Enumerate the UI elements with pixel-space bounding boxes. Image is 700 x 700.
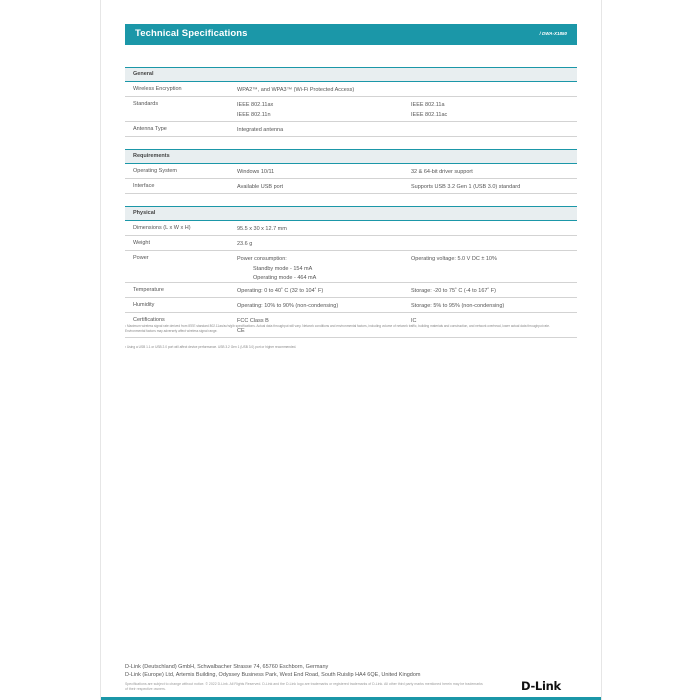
footer-legal: Specifications are subject to change without notice. © 2022 D-Link. All Rights Reserved. D-Link and the D-Link logo are trademarks or registered trademarks of D-Link. All other third party marks mentioned herein may be trademarks of their respective owners. (125, 682, 483, 691)
spec-value-secondary (411, 302, 504, 312)
spec-value-line: WPA2™, and WPA3™ (Wi-Fi Protected Access) (237, 87, 355, 93)
spec-value (237, 225, 287, 235)
spec-value-secondary (411, 255, 497, 265)
spec-value-line: Storage: 5% to 95% (non-condensing) (411, 303, 505, 309)
spec-value-line: 32 & 64-bit driver support (411, 169, 473, 175)
spec-value (237, 302, 338, 312)
spec-label: Interface (133, 183, 155, 189)
spec-value-secondary (411, 183, 520, 193)
spec-row (125, 122, 577, 137)
spec-value-line: Available USB port (237, 184, 284, 190)
spec-label: Standards (133, 101, 159, 107)
footnote-1: ¹ Maximum wireless signal rate derived from IEEE standard 802.11ax/ac/n/g/b specifications. Actual data throughput will vary. Network conditions and environmental factors, including volume of network traffic, building materials and construction, and network overhead, lower actual data throughput rate. Environmental factors may adversely affect wireless signal range. (125, 324, 550, 333)
spec-label: Wireless Encryption (133, 86, 182, 92)
spec-value-line: Supports USB 3.2 Gen 1 (USB 3.0) standard (411, 184, 521, 190)
spec-value-line: Operating voltage: 5.0 V DC ± 10% (411, 256, 497, 262)
spec-row (125, 251, 577, 283)
spec-value-line: Operating: 0 to 40˚ C (32 to 104˚ F) (237, 288, 324, 294)
spec-value-secondary (411, 168, 473, 178)
spec-label: Dimensions (L x W x H) (133, 225, 191, 231)
spec-value-line: IEEE 802.11ax (237, 102, 274, 108)
spec-row (125, 97, 577, 122)
spec-value (237, 183, 283, 193)
spec-value-line: IC (411, 318, 417, 324)
footer-address-de: D-Link (Deutschland) GmbH, Schwalbacher Strasse 74, 65760 Eschborn, Germany (125, 664, 329, 670)
spec-value (237, 126, 283, 136)
spec-value-line: CE (237, 327, 245, 334)
spec-row (125, 82, 577, 97)
footer-address-uk: D-Link (Europe) Ltd, Artemis Building, Odyssey Business Park, West End Road, South Ruislip HA4 6QE, United Kingdom (125, 672, 421, 678)
dlink-logo: D-Link (521, 679, 561, 693)
spec-row (125, 283, 577, 298)
spec-label: Certifications (133, 317, 165, 323)
spec-value-line: Windows 10/11 (237, 169, 275, 175)
spec-value-secondary (411, 101, 447, 120)
spec-row (125, 164, 577, 179)
spec-value (237, 255, 316, 284)
section-heading: Requirements (125, 149, 577, 164)
spec-value-line: IEEE 802.11a (411, 102, 445, 108)
spec-row (125, 221, 577, 236)
spec-label: Power (133, 255, 149, 261)
model-number: / DWA-X1850 (539, 31, 567, 36)
spec-value (237, 168, 274, 178)
spec-row (125, 298, 577, 313)
footnote-2: ² Using a USB 1.1 or USB 2.0 port will affect device performance. USB 3.2 Gen 1 (USB 3.0) port or higher recommended. (125, 345, 297, 349)
spec-table (125, 67, 577, 338)
spec-row (125, 179, 577, 194)
spec-value (237, 240, 252, 250)
section-spacer (125, 194, 577, 206)
page-title: Technical Specifications (135, 28, 248, 39)
spec-label: Antenna Type (133, 126, 167, 132)
spec-value-line: IEEE 802.11ac (411, 111, 448, 118)
spec-value-line: Operating mode - 464 mA (253, 275, 317, 281)
spec-label: Operating System (133, 168, 178, 174)
spec-value-line: Power consumption: (237, 256, 287, 262)
spec-value (237, 86, 354, 96)
spec-sheet-page (100, 0, 602, 700)
spec-value (237, 101, 273, 120)
section-heading: General (125, 67, 577, 82)
section-spacer (125, 137, 577, 149)
spec-value-line: IEEE 802.11n (237, 111, 271, 118)
spec-value-secondary (411, 287, 496, 297)
section-heading: Physical (125, 206, 577, 221)
spec-label: Weight (133, 240, 151, 246)
spec-label: Humidity (133, 302, 155, 308)
spec-value-line: Operating: 10% to 90% (non-condensing) (237, 303, 339, 309)
spec-label: Temperature (133, 287, 164, 293)
spec-row (125, 236, 577, 251)
spec-value-line: 23.6 g (237, 241, 253, 247)
spec-value-line: FCC Class B (237, 318, 269, 324)
spec-value-line: Integrated antenna (237, 127, 284, 133)
spec-value-line: Storage: -20 to 75˚ C (-4 to 167˚ F) (411, 288, 496, 294)
header-bar (125, 24, 577, 45)
spec-value-line: Standby mode - 154 mA (253, 265, 313, 272)
spec-value-line: 95.5 x 30 x 12.7 mm (237, 226, 287, 232)
spec-value (237, 287, 323, 297)
